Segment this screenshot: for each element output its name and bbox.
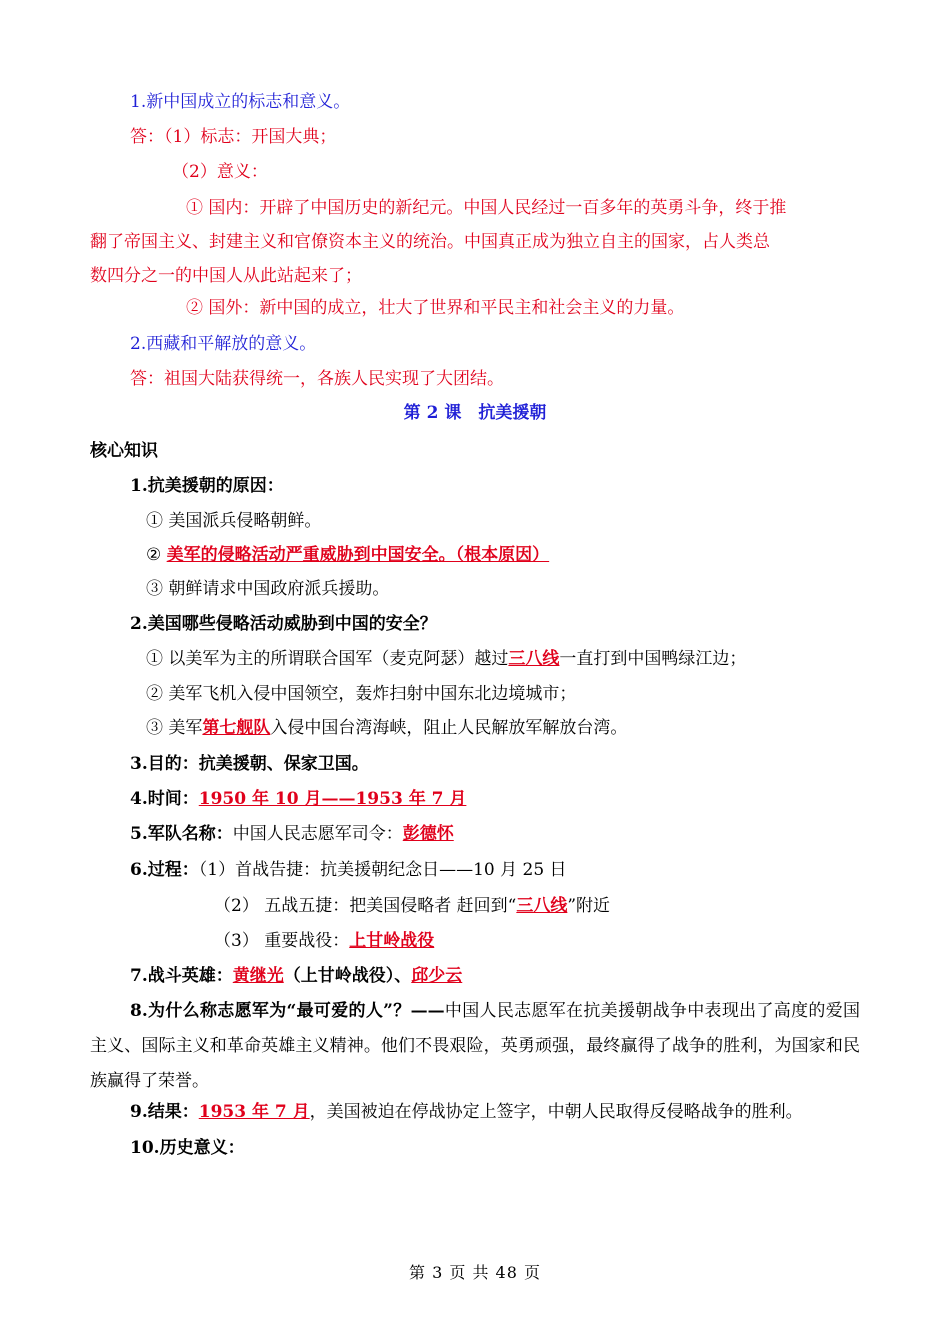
item-6-b-key: 三八线	[516, 896, 568, 916]
item-2-c-pre: ③ 美军	[146, 718, 203, 738]
item-5-commander-key: 彭德怀	[402, 824, 454, 844]
item-5-text: 中国人民志愿军	[232, 824, 352, 844]
item-9-result	[130, 1100, 803, 1124]
item-6-b	[214, 894, 610, 918]
item-2-a-pre: ① 以美军为主的所谓联合国军（麦克阿瑟）越过	[146, 649, 509, 669]
item-1-reason-b-num: ②	[146, 545, 167, 565]
item-6-a: （1）首战告捷：抗美援朝纪念日——10 月 25 日	[198, 860, 567, 880]
item-6-process	[130, 858, 567, 882]
answer-2: 答：祖国大陆获得统一，各族人民实现了大团结。	[130, 369, 504, 389]
item-9-key: 1953 年 7 月	[198, 1102, 310, 1122]
item-2-c-key: 第七舰队	[202, 718, 271, 738]
question-2: 2.西藏和平解放的意义。	[130, 334, 317, 354]
answer-1-domestic-line2: 翻了帝国主义、封建主义和官僚资本主义的统治。中国真正成为独立自主的国家，占人类总	[90, 232, 770, 252]
item-3-purpose: 3.目的：抗美援朝、保家卫国。	[130, 754, 369, 774]
item-8-paragraph	[90, 994, 860, 1099]
item-4-time	[130, 787, 466, 811]
item-2-a	[146, 647, 746, 671]
item-8-text: 中国人民志愿军在抗美援朝战争中表现出了高度的爱国主义、国际主义和革命英雄主义精神。他们不畏艰险，英勇顽强，最终赢得了战争的胜利，为国家和民族赢得了荣誉。	[90, 1001, 861, 1091]
answer-1-domestic-line1: ① 国内：开辟了中国历史的新纪元。中国人民经过一百多年的英勇斗争，终于推	[186, 198, 787, 218]
item-7-mid: （上甘岭战役）、	[283, 966, 412, 986]
item-1-reason-c: ③ 朝鲜请求中国政府派兵援助。	[146, 579, 390, 599]
item-6-c-key: 上甘岭战役	[349, 931, 435, 951]
item-4-label: 4.时间：	[130, 789, 199, 809]
item-7-key2: 邱少云	[411, 966, 463, 986]
item-2-a-key: 三八线	[508, 649, 560, 669]
item-1-reason-a: ① 美国派兵侵略朝鲜。	[146, 511, 322, 531]
item-2-b: ② 美军飞机入侵中国领空，轰炸扫射中国东北边境城市；	[146, 684, 577, 704]
item-2-c	[146, 716, 627, 740]
item-1-reason-b-key: 美军的侵略活动严重威胁到中国安全。（根本原因）	[166, 545, 550, 565]
item-8-label: 8.为什么称志愿军为“最可爱的人”？——	[130, 1001, 445, 1021]
item-6-c	[214, 929, 434, 953]
item-5-label: 5.军队名称：	[130, 824, 233, 844]
page-number: 第 3 页 共 48 页	[409, 1263, 541, 1282]
item-10-significance: 10.历史意义：	[130, 1138, 245, 1158]
item-4-key: 1950 年 10 月——1953 年 7 月	[198, 789, 467, 809]
item-5-commander-label: 司令：	[351, 824, 403, 844]
question-1: 1.新中国成立的标志和意义。	[130, 92, 351, 112]
item-6-b-post: ”附近	[567, 896, 611, 916]
core-knowledge-heading: 核心知识	[90, 441, 158, 461]
answer-1-domestic-line3: 数四分之一的中国人从此站起来了；	[90, 266, 362, 286]
item-6-label: 6.过程：	[130, 860, 199, 880]
item-2-heading: 2.美国哪些侵略活动威胁到中国的安全？	[130, 614, 437, 634]
item-9-label: 9.结果：	[130, 1102, 199, 1122]
answer-1-significance: （2）意义：	[172, 162, 268, 182]
item-2-c-post: 入侵中国台湾海峡，阻止人民解放军解放台湾。	[270, 718, 628, 738]
item-6-c-pre: （3） 重要战役：	[214, 931, 350, 951]
item-7-key1: 黄继光	[232, 966, 284, 986]
item-2-a-post: 一直打到中国鸭绿江边；	[559, 649, 747, 669]
item-7-heroes	[130, 964, 462, 988]
answer-1-mark: 答：（1）标志：开国大典；	[130, 127, 337, 147]
lesson-title: 第 2 课 抗美援朝	[403, 403, 547, 423]
item-9-text: ，美国被迫在停战协定上签字，中朝人民取得反侵略战争的胜利。	[309, 1102, 803, 1122]
item-7-label: 7.战斗英雄：	[130, 966, 233, 986]
item-6-b-pre: （2） 五战五捷：把美国侵略者 赶回到“	[214, 896, 517, 916]
item-1-heading: 1.抗美援朝的原因：	[130, 476, 284, 496]
answer-1-foreign: ② 国外：新中国的成立，壮大了世界和平民主和社会主义的力量。	[186, 298, 685, 318]
item-5-army	[130, 822, 454, 846]
item-1-reason-b	[146, 543, 549, 567]
